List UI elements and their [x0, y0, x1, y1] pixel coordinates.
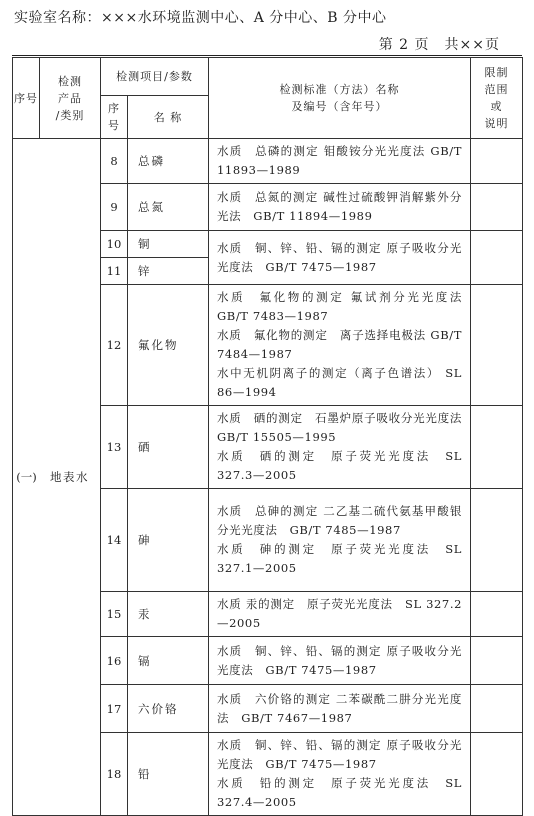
item-name: 铜 — [128, 231, 209, 258]
header-limit: 限制 范围 或 说明 — [471, 58, 523, 139]
item-limit — [471, 285, 523, 406]
header-standard: 检测标准（方法）名称 及编号（含年号） — [209, 58, 471, 139]
test-items-table — [12, 57, 523, 816]
item-standard: 水质 六价铬的测定 二苯碳酰二肼分光光度法 GB/T 7467—1987 — [209, 685, 471, 733]
item-no: 18 — [101, 733, 128, 816]
table-top-rule — [12, 55, 522, 56]
item-limit — [471, 592, 523, 637]
item-no: 17 — [101, 685, 128, 733]
header-item-name: 名 称 — [128, 96, 209, 139]
item-limit — [471, 406, 523, 489]
header-item-group: 检测项目/参数 — [101, 58, 209, 96]
item-name: 锌 — [128, 258, 209, 285]
item-name: 总磷 — [128, 139, 209, 184]
item-name: 氟化物 — [128, 285, 209, 406]
item-name: 铅 — [128, 733, 209, 816]
item-no: 16 — [101, 637, 128, 685]
item-no: 12 — [101, 285, 128, 406]
item-no: 10 — [101, 231, 128, 258]
category-cell — [13, 139, 101, 816]
item-no: 9 — [101, 184, 128, 231]
item-limit — [471, 139, 523, 184]
item-limit — [471, 733, 523, 816]
item-name: 六价铬 — [128, 685, 209, 733]
item-standard: 水质 总磷的测定 钼酸铵分光光度法 GB/T 11893—1989 — [209, 139, 471, 184]
item-standard: 水质 氟化物的测定 氟试剂分光光度法 GB/T 7483—1987 水质 氟化物的测定 离子选择电极法 GB/T 7484—1987 水中无机阴离子的测定（离子色谱法） SL 86—1994 — [209, 285, 471, 406]
header-category: 检测 产品 /类别 — [40, 58, 101, 139]
item-no: 11 — [101, 258, 128, 285]
item-standard: 水质 铜、锌、铅、镉的测定 原子吸收分光光度法 GB/T 7475—1987 — [209, 231, 471, 285]
item-no: 14 — [101, 489, 128, 592]
item-no: 8 — [101, 139, 128, 184]
item-standard: 水质 铜、锌、铅、镉的测定 原子吸收分光光度法 GB/T 7475—1987 — [209, 637, 471, 685]
category-seq: (一) — [16, 470, 37, 484]
item-no: 15 — [101, 592, 128, 637]
item-standard: 水质 总砷的测定 二乙基二硫代氨基甲酸银分光光度法 GB/T 7485—1987 水质 砷的测定 原子荧光光度法 SL 327.1—2005 — [209, 489, 471, 592]
item-limit — [471, 231, 523, 285]
category-name: 地表水 — [50, 470, 89, 484]
item-standard: 水质 铜、锌、铅、镉的测定 原子吸收分光光度法 GB/T 7475—1987 水质 铅的测定 原子荧光光度法 SL 327.4—2005 — [209, 733, 471, 816]
item-name: 汞 — [128, 592, 209, 637]
item-limit — [471, 489, 523, 592]
item-standard: 水质 硒的测定 石墨炉原子吸收分光光度法 GB/T 15505—1995 水质 硒的测定 原子荧光光度法 SL 327.3—2005 — [209, 406, 471, 489]
item-limit — [471, 184, 523, 231]
item-name: 硒 — [128, 406, 209, 489]
page-number: 第 2 页 共××页 — [378, 37, 500, 53]
lab-title: 实验室名称：×××水环境监测中心、A 分中心、B 分中心 — [14, 10, 387, 26]
item-limit — [471, 685, 523, 733]
header-item-no: 序 号 — [101, 96, 128, 139]
item-name: 总氮 — [128, 184, 209, 231]
item-name: 砷 — [128, 489, 209, 592]
item-no: 13 — [101, 406, 128, 489]
header-seq: 序号 — [13, 58, 40, 139]
item-limit — [471, 637, 523, 685]
item-standard: 水质 汞的测定 原子荧光光度法 SL 327.2—2005 — [209, 592, 471, 637]
item-standard: 水质 总氮的测定 碱性过硫酸钾消解紫外分光法 GB/T 11894—1989 — [209, 184, 471, 231]
item-name: 镉 — [128, 637, 209, 685]
